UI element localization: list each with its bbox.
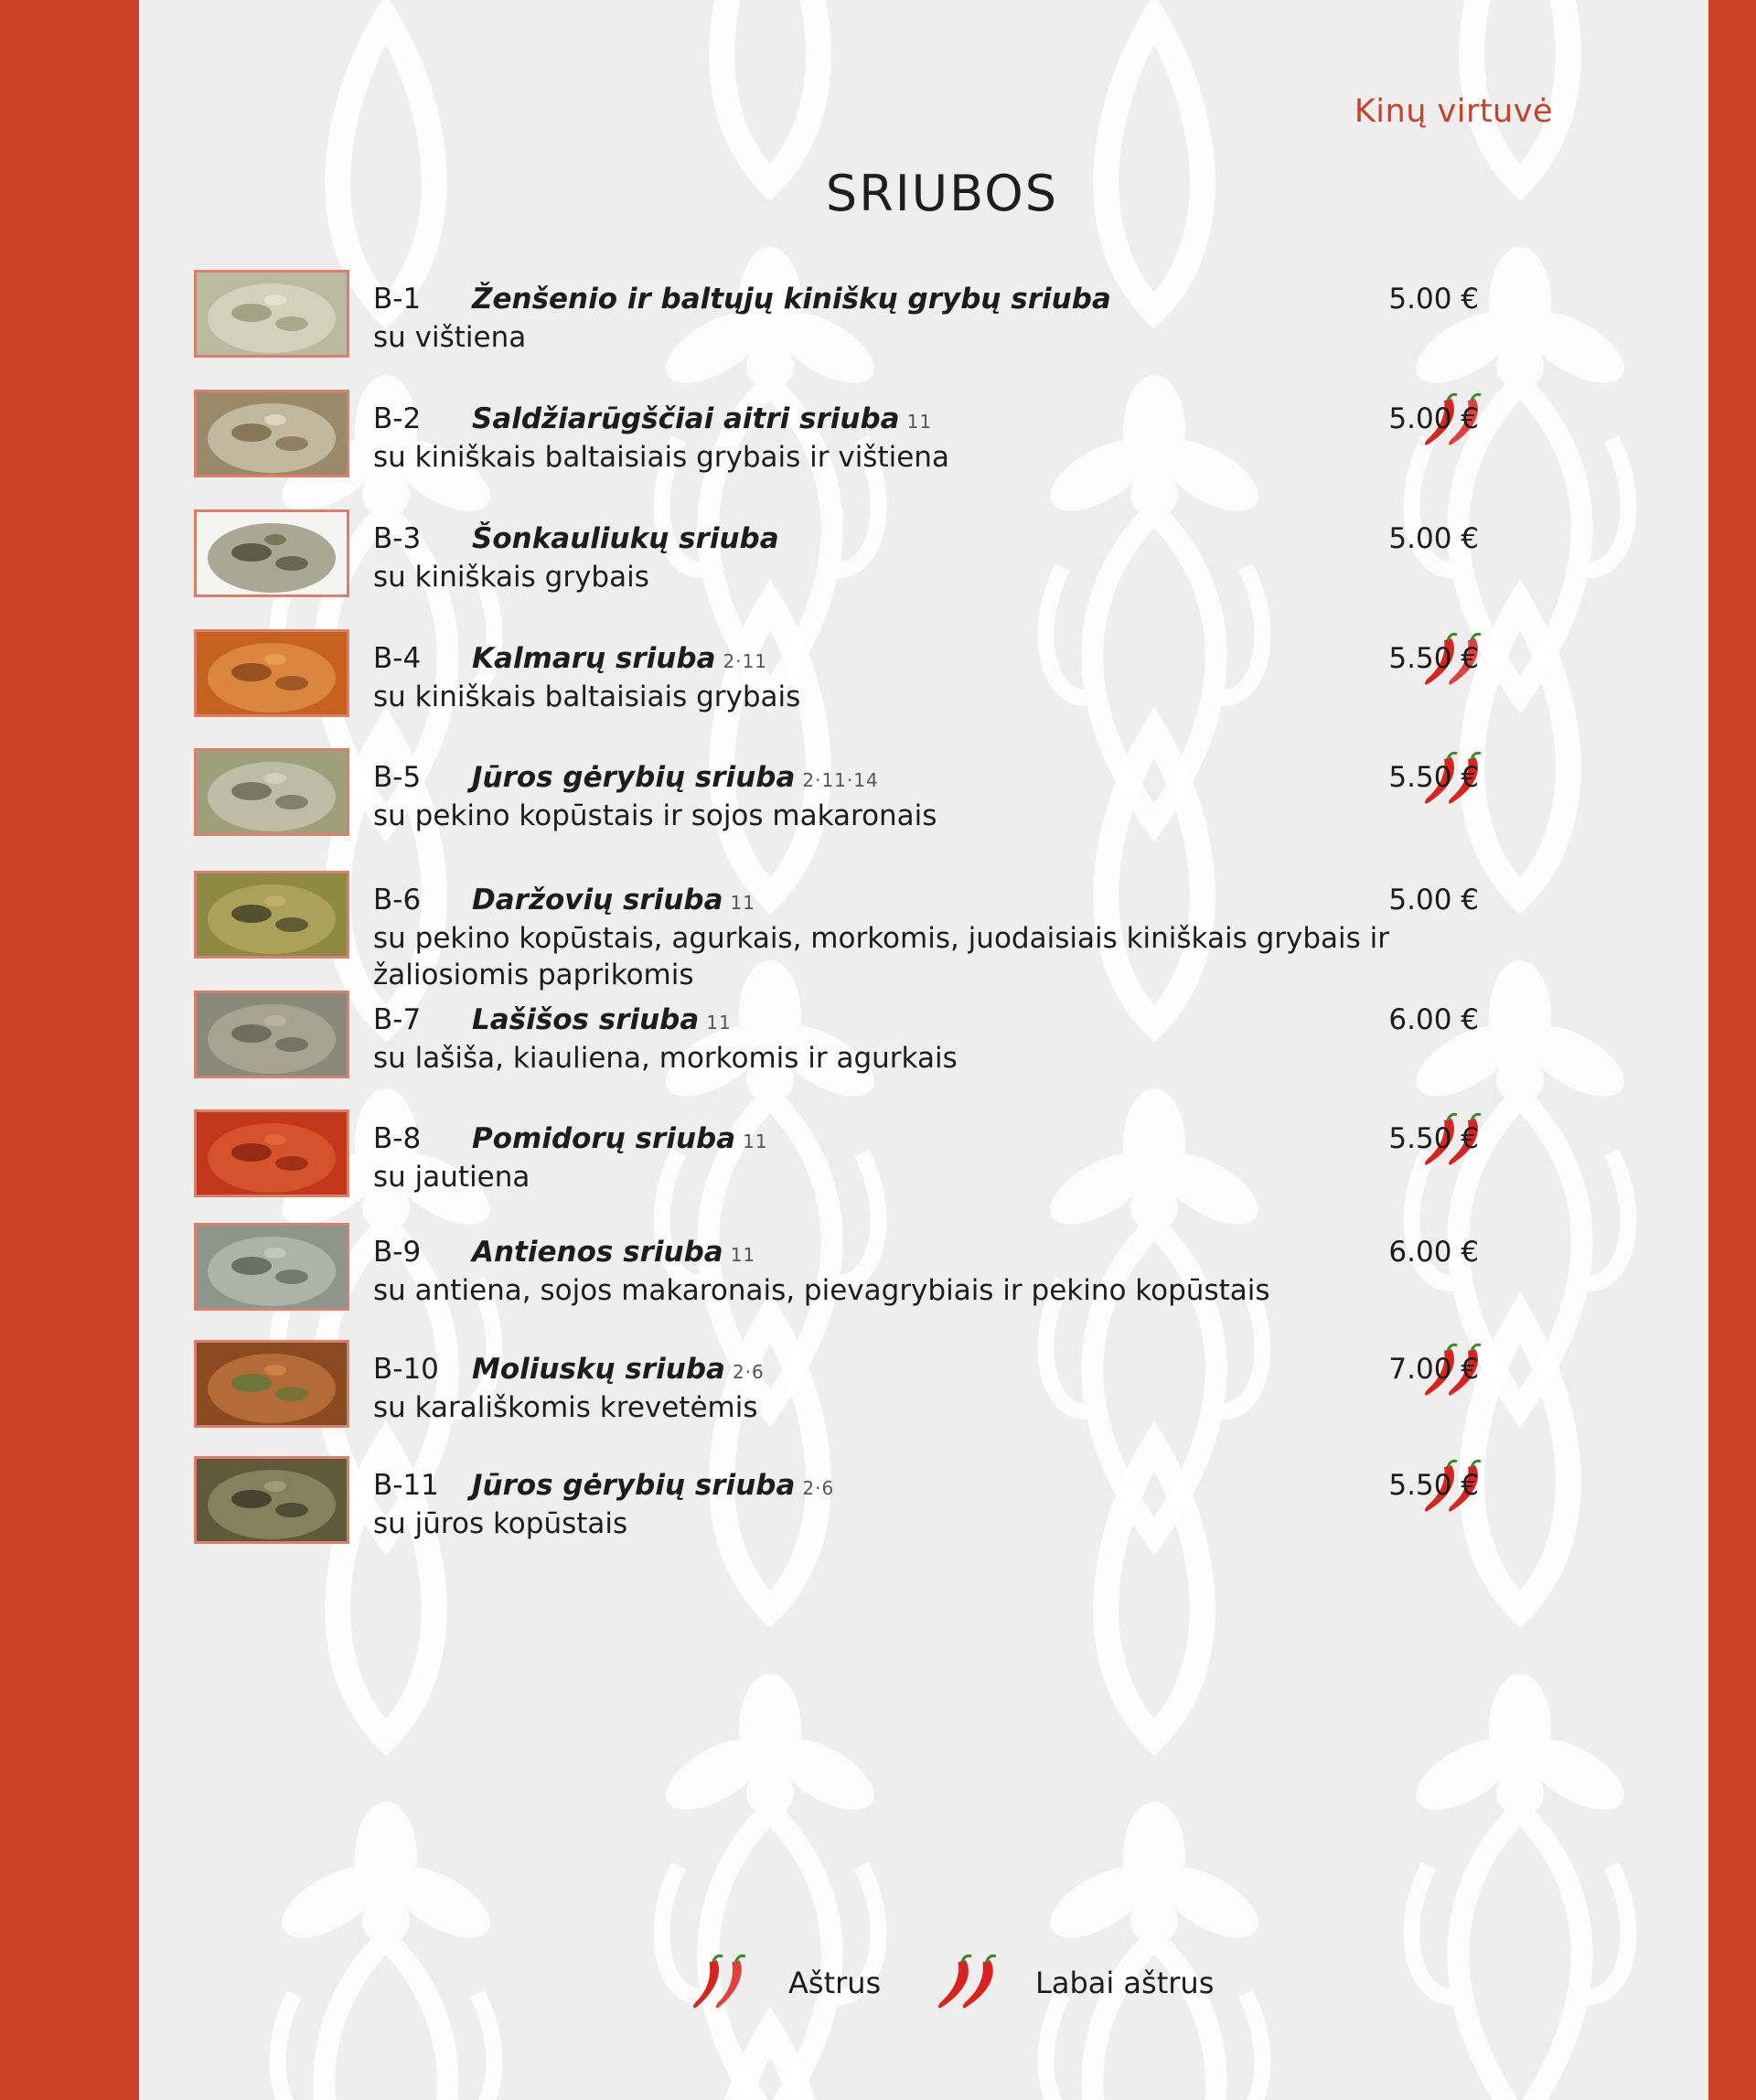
soup-photo (194, 1223, 349, 1311)
item-code: B-4 (373, 642, 422, 675)
item-price: 5.00 € (1388, 283, 1479, 316)
item-price: 5.50 € (1388, 1469, 1479, 1502)
item-name: Daržovių sriuba (472, 884, 723, 916)
item-description: su jūros kopūstais (373, 1507, 628, 1540)
allergen-codes: 2·6 (802, 1477, 835, 1499)
soup-photo (194, 871, 349, 959)
item-code: B-3 (373, 522, 422, 555)
item-description: su vištiena (373, 321, 527, 354)
menu-item (194, 748, 1621, 849)
item-price: 6.00 € (1388, 1236, 1479, 1269)
item-name: Jūros gėrybių sriuba (472, 761, 796, 794)
item-code: B-6 (373, 884, 422, 916)
item-name: Kalmarų sriuba (472, 642, 716, 675)
item-name: Pomidorų sriuba (472, 1122, 736, 1155)
soup-photo (194, 991, 349, 1078)
menu-item (194, 390, 1621, 490)
allergen-codes: 11 (706, 1012, 732, 1034)
legend-label-spicy: Aštrus (788, 1966, 882, 2000)
page-title: SRIUBOS (825, 165, 1059, 222)
allergen-codes: 2·6 (732, 1361, 765, 1383)
item-description: su pekino kopūstais, agurkais, morkomis, juodaisiais kiniškais grybais ir žaliosiomis paprikomis (373, 922, 1389, 991)
menu-item (194, 509, 1621, 610)
item-name: Lašišos sriuba (472, 1003, 700, 1036)
allergen-codes: 11 (730, 1244, 756, 1266)
legend-label-very-spicy: Labai aštrus (1035, 1966, 1215, 2000)
soup-photo (194, 748, 349, 836)
item-price: 5.50 € (1388, 1122, 1479, 1155)
item-price: 5.00 € (1388, 522, 1479, 555)
item-description: su karališkomis krevetėmis (373, 1391, 758, 1424)
allergen-codes: 11 (906, 411, 933, 433)
item-name: Moliuskų sriuba (472, 1353, 725, 1386)
spiciness-legend (688, 1953, 1419, 2017)
soup-photo (194, 1109, 349, 1197)
menu-page (139, 0, 1708, 2100)
item-code: B-2 (373, 402, 422, 435)
menu-item (194, 270, 1621, 370)
item-code: B-5 (373, 761, 422, 794)
item-code: B-10 (373, 1353, 439, 1386)
item-price: 5.50 € (1388, 761, 1479, 794)
menu-item (194, 871, 1621, 991)
item-price: 5.00 € (1388, 402, 1479, 435)
item-name: Antienos sriuba (472, 1236, 723, 1269)
allergen-codes: 2·11 (723, 650, 768, 672)
soup-photo (194, 1340, 349, 1428)
soup-photo (194, 1456, 349, 1544)
item-description: su kiniškais grybais (373, 561, 649, 594)
item-price: 5.50 € (1388, 642, 1479, 675)
menu-item (194, 1109, 1621, 1210)
very-spicy-chili-icon (935, 1953, 1004, 2013)
item-code: B-8 (373, 1122, 422, 1155)
soup-photo (194, 509, 349, 597)
item-price: 6.00 € (1388, 1003, 1479, 1036)
menu-item (194, 1456, 1621, 1557)
item-description: su pekino kopūstais ir sojos makaronais (373, 799, 937, 832)
item-name: Ženšenio ir baltųjų kiniškų grybų sriuba (472, 283, 1111, 316)
soup-photo (194, 270, 349, 358)
menu-item (194, 991, 1621, 1091)
item-code: B-7 (373, 1003, 422, 1036)
menu-item (194, 629, 1621, 730)
allergen-codes: 2·11·14 (802, 769, 879, 791)
soup-photo (194, 629, 349, 717)
item-name: Šonkauliukų sriuba (472, 522, 779, 555)
menu-item (194, 1223, 1621, 1323)
allergen-codes: 11 (743, 1130, 768, 1152)
item-name: Jūros gėrybių sriuba (472, 1469, 796, 1502)
item-price: 7.00 € (1388, 1353, 1479, 1386)
item-price: 5.00 € (1388, 884, 1479, 916)
spicy-chili-icon (688, 1953, 757, 2013)
item-description: su antiena, sojos makaronais, pievagrybiais ir pekino kopūstais (373, 1274, 1270, 1307)
item-description: su kiniškais baltaisiais grybais ir vištiena (373, 441, 949, 474)
item-description: su kiniškais baltaisiais grybais (373, 680, 801, 713)
item-code: B-11 (373, 1469, 439, 1502)
item-description: su lašiša, kiauliena, morkomis ir agurkais (373, 1042, 958, 1075)
item-name: Saldžiarūgščiai aitri sriuba (472, 402, 900, 435)
restaurant-cuisine-label: Kinų virtuvė (1354, 93, 1553, 130)
item-code: B-1 (373, 283, 422, 316)
item-description: su jautiena (373, 1161, 530, 1194)
soup-photo (194, 390, 349, 477)
item-code: B-9 (373, 1236, 422, 1269)
menu-item (194, 1340, 1621, 1441)
allergen-codes: 11 (730, 892, 755, 914)
